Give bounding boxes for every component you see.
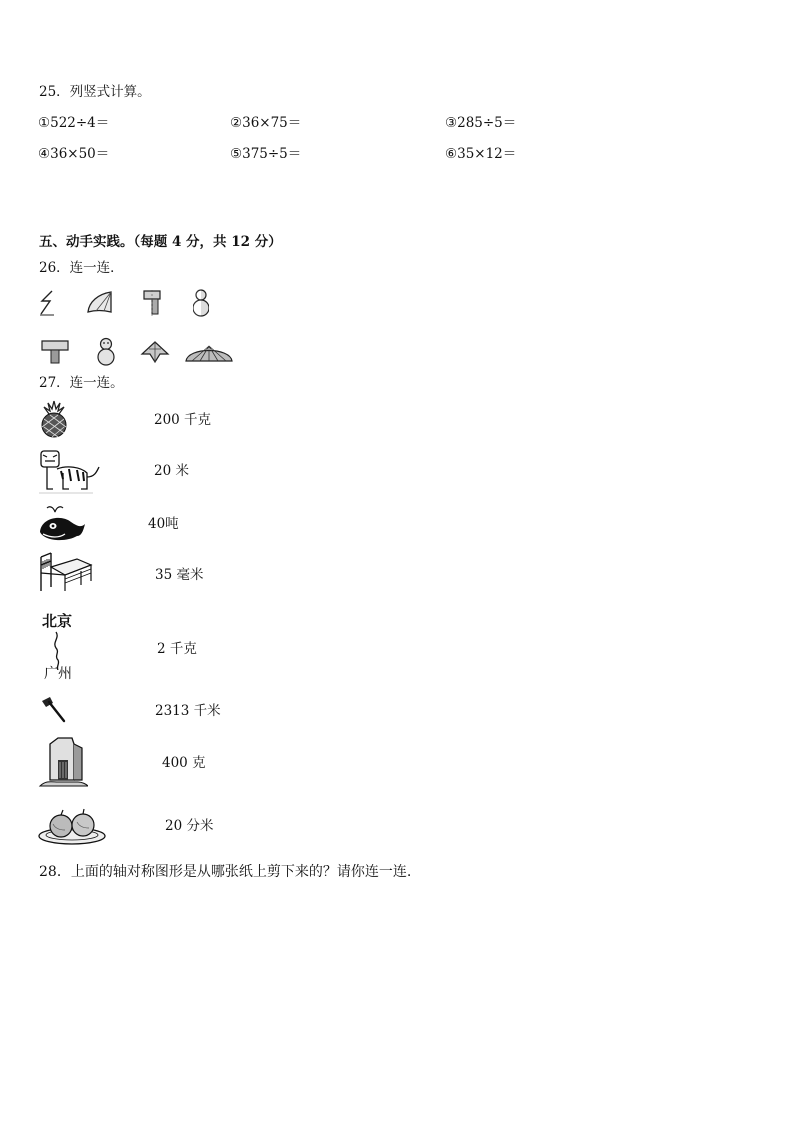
q25-title: 25．列竖式计算。	[39, 84, 151, 100]
q28-title: 28．上面的轴对称图形是从哪张纸上剪下来的？请你连一连.	[39, 864, 412, 880]
pineapple-icon	[38, 399, 70, 439]
plate-of-apples-icon	[37, 806, 107, 846]
q26-title: 26．连一连．	[39, 260, 124, 276]
half-mushroom-icon	[143, 289, 161, 317]
q27-value-7: 400 克	[162, 755, 206, 771]
q25-item-3: ③285÷5＝	[445, 115, 517, 131]
q25-item-5: ⑤375÷5＝	[230, 146, 302, 162]
map-label-guangzhou: 广州	[44, 666, 72, 682]
half-snowman-icon	[193, 288, 209, 318]
half-lightning-icon	[38, 290, 58, 316]
nail-icon	[40, 695, 70, 725]
diamond-shape-icon	[140, 340, 170, 364]
beijing-guangzhou-map-icon	[40, 612, 82, 686]
q27-value-3: 40吨	[148, 516, 179, 532]
q25-item-4: ④36×50＝	[38, 146, 110, 162]
mushroom-icon	[40, 339, 70, 365]
whale-icon	[37, 502, 87, 544]
q25-item-2: ②36×75＝	[230, 115, 302, 131]
q27-value-2: 20 米	[154, 463, 189, 479]
q25-item-1: ①522÷4＝	[38, 115, 110, 131]
q27-value-8: 20 分米	[165, 818, 214, 834]
q27-value-6: 2313 千米	[155, 703, 221, 719]
q27-value-4: 35 毫米	[155, 567, 204, 583]
q27-value-1: 200 千克	[154, 412, 212, 428]
q25-item-6: ⑥35×12＝	[445, 146, 517, 162]
tiger-icon	[37, 449, 101, 497]
building-icon	[38, 736, 88, 788]
map-label-beijing: 北京	[42, 612, 73, 630]
umbrella-canopy-icon	[184, 341, 234, 363]
bed-icon	[37, 549, 93, 593]
q27-value-5: 2 千克	[157, 641, 197, 657]
section-heading: 五、动手实践。（每题 4 分，共 12 分）	[39, 234, 282, 250]
half-umbrella-icon	[86, 290, 114, 316]
q27-title: 27．连一连。	[39, 375, 124, 391]
snowman-icon	[95, 337, 117, 367]
